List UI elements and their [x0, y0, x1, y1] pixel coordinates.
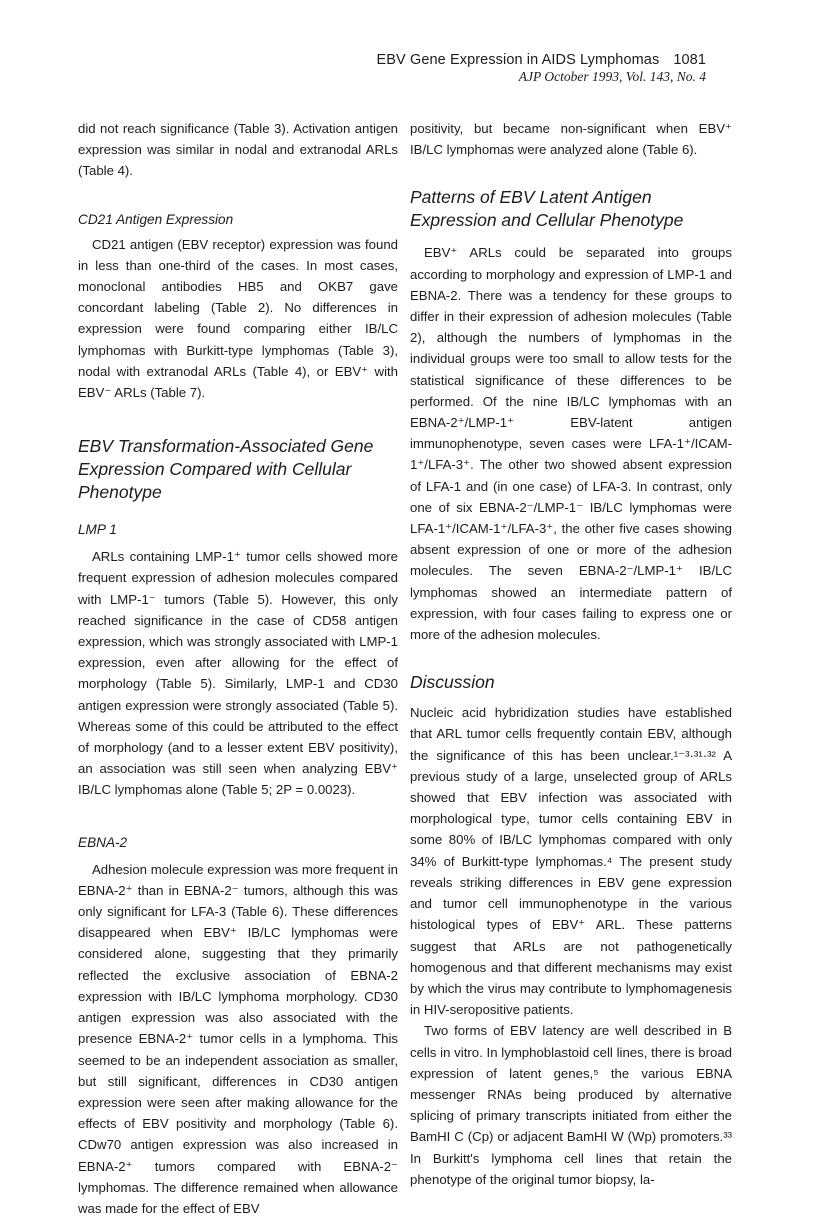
heading-cd21: CD21 Antigen Expression [78, 211, 234, 227]
paragraph-discussion-1: Nucleic acid hybridization studies have established that ARL tumor cells frequently contain EBV, although the significance of this has been unclear.¹⁻³·³¹·³² A previous study of a large, unselected group of ARLs showed that EBV infection was associated with morphological type, tumor cells containing EBV in some 80% of IB/LC lymphomas compared with only 34% of Burkitt-type lymphomas.⁴ The present study reveals striking differences in EBV gene expression and tumor cell immunophenotype in the various histological types of EBV⁺ ARL. These patterns suggest that ARLs are not pathogenetically homogenous and that different mechanisms may exist by which the virus may contribute to lymphomagenesis in HIV-seropositive patients. [410, 705, 732, 1018]
heading-lmp1: LMP 1 [78, 522, 117, 538]
paragraph-ebna2: Adhesion molecule expression was more frequent in EBNA-2⁺ than in EBNA-2⁻ tumors, although this was only significant for LFA-3 (Table 6). These differences disappeared when EBV⁺ IB/LC lymphomas were considered alone, suggesting that they primarily reflected the exclusive association of EBNA-2 expression with IB/LC lymphoma morphology. CD30 antigen expression was also associated with the presence EBNA-2⁺ tumor cells in a lymphoma. This seemed to be an independent association as smaller, but still significant, differences in CD30 antigen expression were seen after making allowance for the effects of EBV positivity and morphology (Table 6). CDw70 antigen expression was also increased in EBNA-2⁺ tumors compared with EBNA-2⁻ lymphomas. The difference remained when allowance was made for the effect of EBV [78, 861, 398, 1216]
heading-discussion: Discussion [410, 672, 495, 693]
paragraph-continued-right: positivity, but became non-significant when EBV⁺ IB/LC lymphomas were analyzed alone (Table 6). [410, 121, 732, 158]
paragraph-discussion-2: Two forms of EBV latency are well described in B cells in vitro. In lymphoblastoid cell lines, there is broad expression of latent genes,⁵ the various EBNA messenger RNAs being produced by alternative splicing of primary transcripts initiated from either the BamHI C (Cp) or adjacent BamHI W (Wp) promoters.³³ In Burkitt's lymphoma cell lines that retain the phenotype of the original tumor biopsy, la- [410, 1023, 732, 1187]
paragraph-lmp1: ARLs containing LMP-1⁺ tumor cells showed more frequent expression of adhesion molecules compared with LMP-1⁻ tumors (Table 5). However, this only reached significance in the case of CD58 antigen expression, which was strongly associated with LMP-1 expression, even after allowing for the effect of morphology (Table 5). Similarly, LMP-1 and CD30 antigen expression were strongly associated (Table 5). Whereas some of this could be attributed to the effect of morphology (and to a lesser extent EBV positivity), an association was still seen when analyzing EBV⁺ IB/LC lymphomas alone (Table 5; 2P = 0.0023). [78, 549, 398, 798]
running-header [286, 52, 706, 85]
heading-ebv-transformation: EBV Transformation-Associated Gene Expression Compared with Cellular Phenotype [78, 436, 374, 503]
journal-citation: AJP October 1993, Vol. 143, No. 4 [518, 69, 706, 84]
paragraph-cd21: CD21 antigen (EBV receptor) expression was found in less than one-third of the cases. In most cases, monoclonal antibodies HB5 and OKB7 gave concordant labeling (Table 2). No differences in expression were found comparing either IB/LC lymphomas with Burkitt-type lymphomas (Table 3), nodal with extranodal ARLs (Table 4), or EBV⁺ with EBV⁻ ARLs (Table 7). [78, 236, 398, 401]
heading-patterns: Patterns of EBV Latent Antigen Expression and Cellular Phenotype [410, 187, 684, 231]
left-column [78, 118, 398, 1219]
paragraph-continued: did not reach significance (Table 3). Activation antigen expression was similar in nodal and extranodal ARLs (Table 4). [78, 121, 398, 179]
paragraph-patterns: EBV⁺ ARLs could be separated into groups according to morphology and expression of LMP-1 and EBNA-2. There was a tendency for these groups to differ in their expression of adhesion molecules (Table 2), although the numbers of lymphomas in the individual groups were too small to allow tests for the statistical significance of these differences to be performed. Of the nine IB/LC lymphomas with an EBNA-2⁺/LMP-1⁺ EBV-latent antigen immunophenotype, seven cases were LFA-1⁺/ICAM-1⁺/LFA-3⁺. The other two showed absent expression of LFA-1 and (in one case) of LFA-3. In contrast, only one of six EBNA-2⁻/LMP-1⁻ IB/LC lymphomas were LFA-1⁺/ICAM-1⁺/LFA-3⁺, the other five cases showing absent expression of one or more of the adhesion molecules. The seven EBNA-2⁻/LMP-1⁺ IB/LC lymphomas showed an intermediate pattern of expression, with four cases failing to express one or more of the adhesion molecules. [410, 245, 732, 643]
running-title-line [286, 52, 706, 68]
page-number: 1081 [673, 52, 706, 68]
running-title: EBV Gene Expression in AIDS Lymphomas [376, 52, 660, 68]
heading-ebna2: EBNA-2 [78, 834, 128, 850]
right-column [410, 118, 732, 1190]
